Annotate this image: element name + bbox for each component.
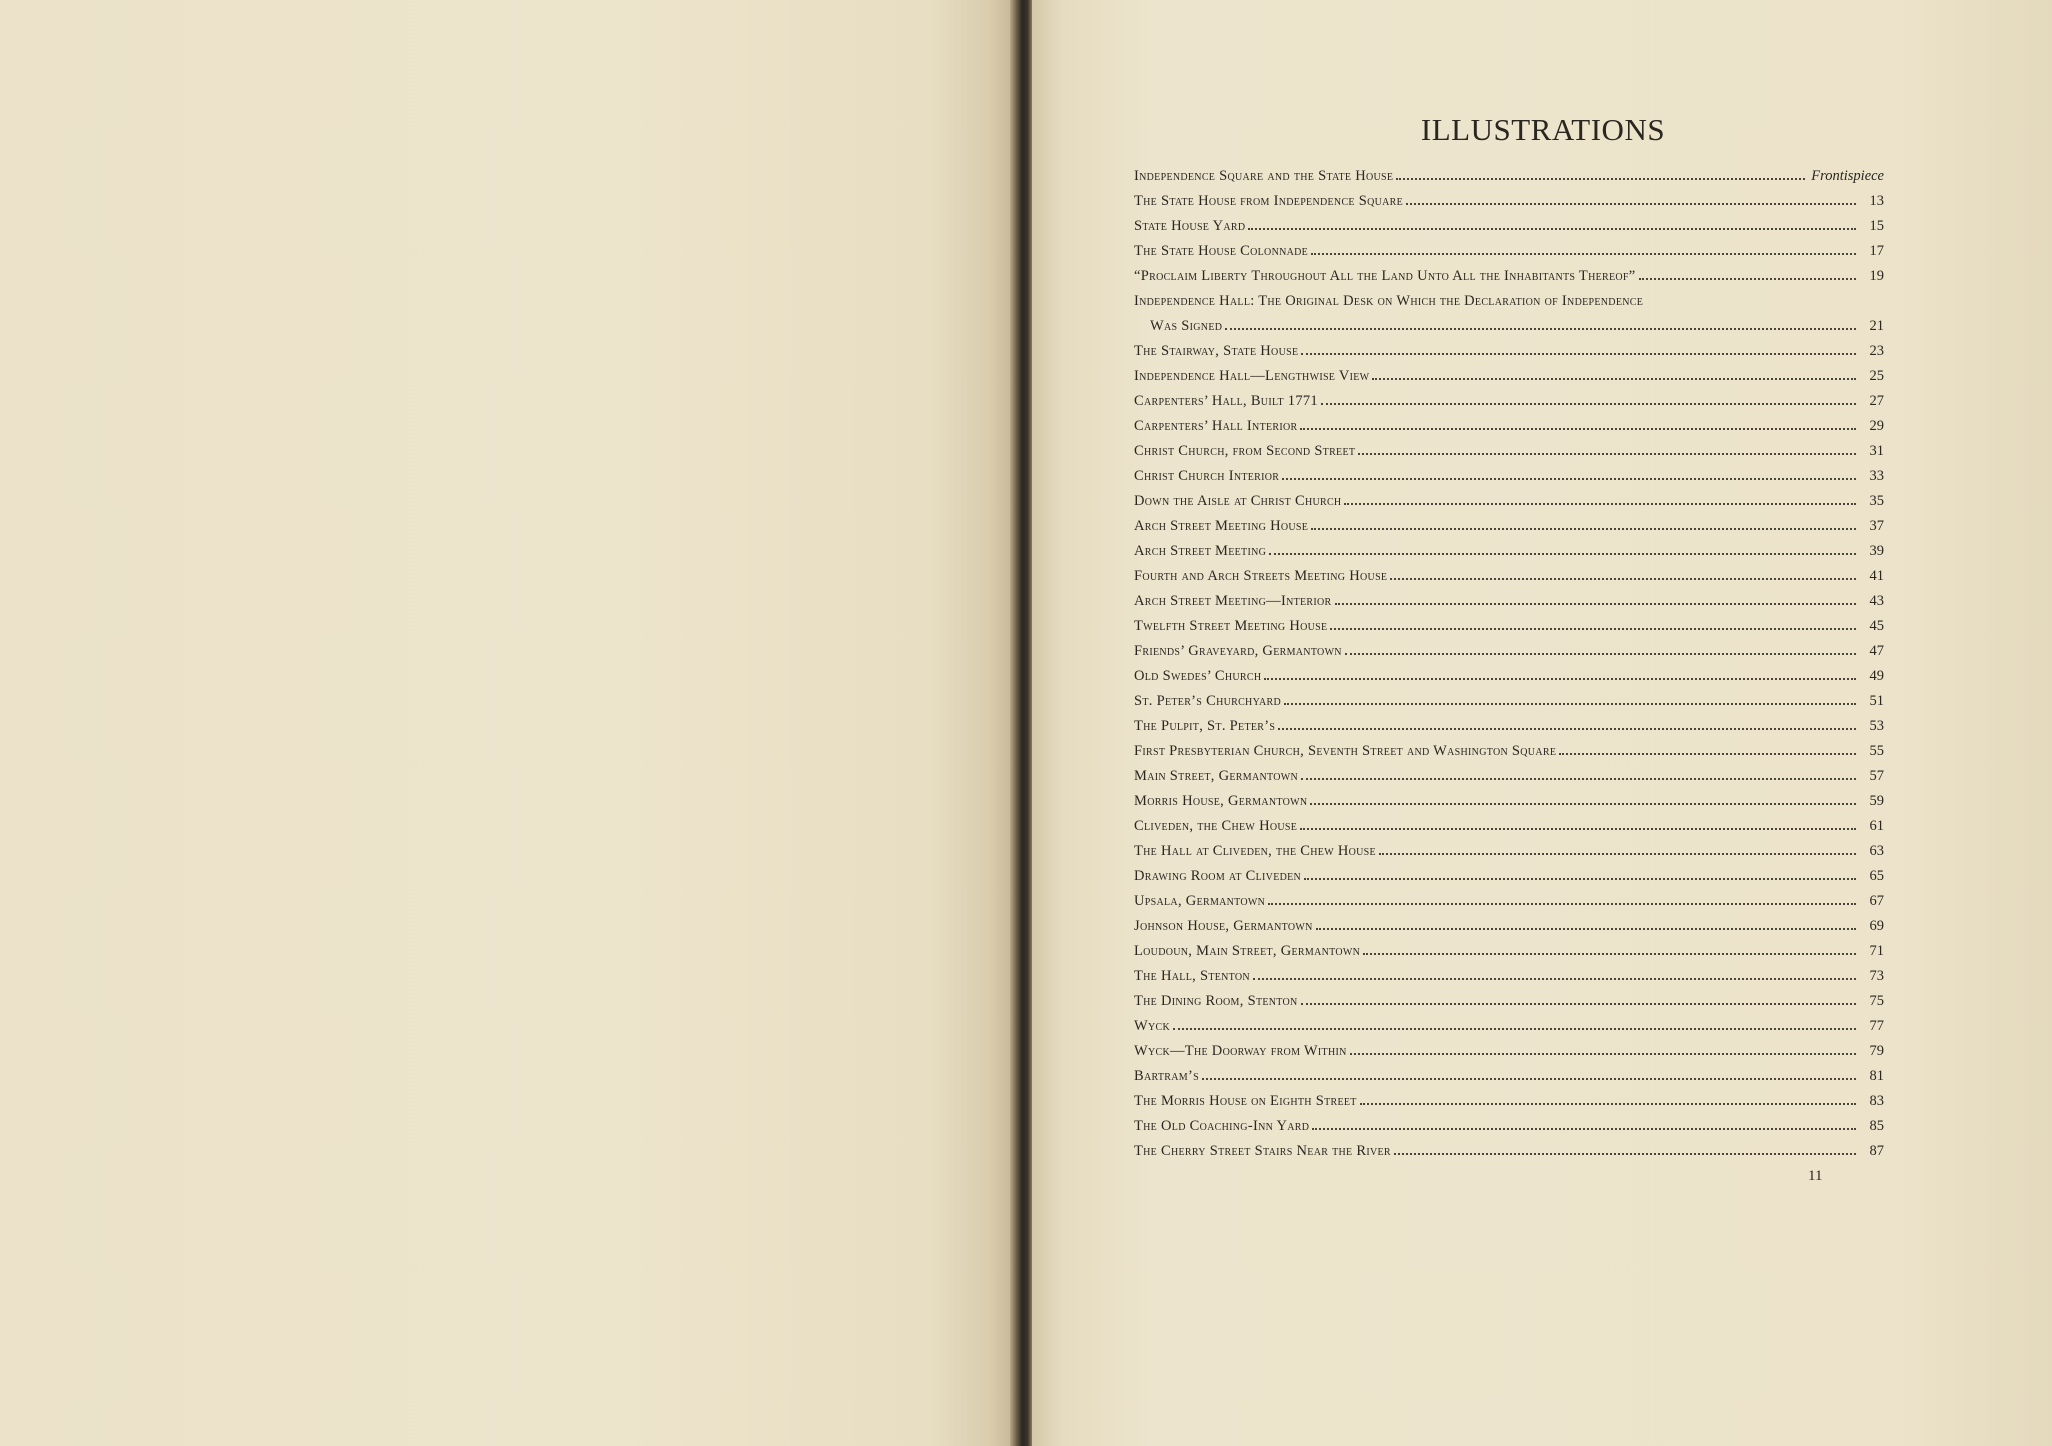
- toc-entry: [1134, 943, 1884, 968]
- toc-entry-page: 79: [1869, 1043, 1884, 1059]
- toc-entry-page: 51: [1869, 693, 1884, 709]
- toc-entry: [1134, 643, 1884, 668]
- toc-entry-title: The Dining Room, Stenton: [1134, 993, 1298, 1009]
- toc-entry: [1134, 393, 1884, 418]
- toc-entry-page: 55: [1869, 743, 1884, 759]
- toc-entry: [1134, 218, 1884, 243]
- toc-entry-title: Arch Street Meeting: [1134, 543, 1267, 559]
- toc-entry-title: Upsala, Germantown: [1134, 893, 1266, 909]
- toc-entry: [1134, 443, 1884, 468]
- toc-entry-page: 49: [1869, 668, 1884, 684]
- toc-entry-page: 59: [1869, 793, 1884, 809]
- page-title: ILLUSTRATIONS: [1420, 112, 1666, 147]
- leader-dots: [1360, 1103, 1856, 1105]
- toc-entry-title: The Hall, Stenton: [1134, 968, 1250, 984]
- toc-entry-page: 13: [1869, 193, 1884, 209]
- leader-dots: [1268, 903, 1856, 905]
- toc-entry-title: Twelfth Street Meeting House: [1134, 618, 1328, 634]
- toc-entry-page: 39: [1869, 543, 1884, 559]
- toc-entry: [1134, 1118, 1884, 1143]
- toc-entry-title: Independence Hall—Lengthwise View: [1134, 368, 1370, 384]
- toc-entry-title: The Pulpit, St. Peter’s: [1134, 718, 1276, 734]
- leader-dots: [1316, 928, 1856, 930]
- book-gutter: [1010, 0, 1032, 1446]
- toc-entry: [1134, 743, 1884, 768]
- toc-entry-title: Drawing Room at Cliveden: [1134, 868, 1302, 884]
- toc-entry-page: 87: [1869, 1143, 1884, 1159]
- toc-entry: [1134, 343, 1884, 368]
- toc-entry-title: The Morris House on Eighth Street: [1134, 1093, 1357, 1109]
- toc-entry-page: 57: [1869, 768, 1884, 784]
- toc-entry: [1134, 193, 1884, 218]
- toc-entry-title: Morris House, Germantown: [1134, 793, 1308, 809]
- toc-entry-title: First Presbyterian Church, Seventh Street and Washington Square: [1134, 743, 1557, 759]
- leader-dots: [1345, 653, 1856, 655]
- leader-dots: [1311, 253, 1856, 255]
- leader-dots: [1310, 803, 1856, 805]
- toc-entry-page: 37: [1869, 518, 1884, 534]
- toc-entry-title: The Hall at Cliveden, the Chew House: [1134, 843, 1376, 859]
- toc-entry-page: 41: [1869, 568, 1884, 584]
- leader-dots: [1248, 228, 1856, 230]
- toc-entry: [1134, 593, 1884, 618]
- leader-dots: [1301, 778, 1856, 780]
- toc-entry: [1134, 1018, 1884, 1043]
- toc-entry: [1134, 668, 1884, 693]
- leader-dots: [1225, 328, 1856, 330]
- toc-entry-title: State House Yard: [1134, 218, 1246, 234]
- toc-entry-page: 61: [1869, 818, 1884, 834]
- toc-entry-title: The Old Coaching-Inn Yard: [1134, 1118, 1310, 1134]
- toc-entry-page: 81: [1869, 1068, 1884, 1084]
- toc-entry-title: Bartram’s: [1134, 1068, 1199, 1084]
- toc-entry-page: 47: [1869, 643, 1884, 659]
- toc-entry-page: 19: [1869, 268, 1884, 284]
- toc-entry: [1134, 1143, 1884, 1168]
- toc-entry-title: Arch Street Meeting House: [1134, 518, 1309, 534]
- toc-entry-page: 33: [1869, 468, 1884, 484]
- leader-dots: [1335, 603, 1856, 605]
- toc-entry: [1134, 468, 1884, 493]
- leader-dots: [1264, 678, 1856, 680]
- leader-dots: [1278, 728, 1856, 730]
- toc-entry-title: Friends’ Graveyard, Germantown: [1134, 643, 1342, 659]
- toc-entry-title: The State House from Independence Square: [1134, 193, 1404, 209]
- toc-entry-title: Fourth and Arch Streets Meeting House: [1134, 568, 1388, 584]
- leader-dots: [1390, 578, 1856, 580]
- toc-entry-page: 63: [1869, 843, 1884, 859]
- toc-entry-title: Independence Hall: The Original Desk on Which the Declaration of Independence: [1134, 293, 1644, 309]
- toc-entry: [1134, 918, 1884, 943]
- leader-dots: [1379, 853, 1856, 855]
- toc-entry: [1134, 518, 1884, 543]
- toc-entry: [1134, 993, 1884, 1018]
- toc-entry-page: 77: [1869, 1018, 1884, 1034]
- toc-entry-title: Arch Street Meeting—Interior: [1134, 593, 1332, 609]
- toc-entry: [1134, 843, 1884, 868]
- toc-entry-page: 45: [1869, 618, 1884, 634]
- leader-dots: [1301, 1003, 1856, 1005]
- toc-entry: [1134, 568, 1884, 593]
- leader-dots: [1350, 1053, 1856, 1055]
- leader-dots: [1372, 378, 1856, 380]
- leader-dots: [1282, 478, 1856, 480]
- toc-entry-title: Wyck: [1134, 1018, 1170, 1034]
- leader-dots: [1330, 628, 1856, 630]
- toc-entry: [1134, 368, 1884, 393]
- toc-entry-title: The State House Colonnade: [1134, 243, 1309, 259]
- leader-dots: [1304, 878, 1856, 880]
- toc-entry-page: 65: [1869, 868, 1884, 884]
- leader-dots: [1363, 953, 1856, 955]
- toc-entry-title: Cliveden, the Chew House: [1134, 818, 1298, 834]
- leader-dots: [1559, 753, 1856, 755]
- toc-entry-title: Carpenters’ Hall, Built 1771: [1134, 393, 1318, 409]
- toc-entry-title: Christ Church, from Second Street: [1134, 443, 1356, 459]
- toc-entry: [1134, 1068, 1884, 1093]
- toc-entry-page: 25: [1869, 368, 1884, 384]
- leader-dots: [1406, 203, 1856, 205]
- leader-dots: [1394, 1153, 1856, 1155]
- toc-entry: [1134, 418, 1884, 443]
- toc-entry-page: 21: [1869, 318, 1884, 334]
- toc-entry-title: Down the Aisle at Christ Church: [1134, 493, 1342, 509]
- toc-entry: [1134, 793, 1884, 818]
- toc-entry-title: The Cherry Street Stairs Near the River: [1134, 1143, 1391, 1159]
- toc-entry-page: 27: [1869, 393, 1884, 409]
- toc-entry-page: 73: [1869, 968, 1884, 984]
- toc-entry-page: 67: [1869, 893, 1884, 909]
- toc-entry: [1134, 293, 1884, 343]
- illustrations-list: [1134, 168, 1884, 1168]
- leader-dots: [1321, 403, 1856, 405]
- leader-dots: [1312, 1128, 1856, 1130]
- toc-entry-page: 23: [1869, 343, 1884, 359]
- toc-entry-page: 15: [1869, 218, 1884, 234]
- toc-entry-title: Christ Church Interior: [1134, 468, 1280, 484]
- toc-entry-title: The Stairway, State House: [1134, 343, 1299, 359]
- toc-entry-page: 75: [1869, 993, 1884, 1009]
- toc-entry-title: Main Street, Germantown: [1134, 768, 1299, 784]
- toc-entry-page: 43: [1869, 593, 1884, 609]
- toc-entry-title-continued: Was Signed: [1150, 318, 1223, 334]
- toc-entry-page: 53: [1869, 718, 1884, 734]
- toc-entry: [1134, 168, 1884, 193]
- toc-entry: [1134, 1043, 1884, 1068]
- toc-entry-title: Old Swedes’ Church: [1134, 668, 1262, 684]
- toc-entry-page: 69: [1869, 918, 1884, 934]
- toc-entry-title: Loudoun, Main Street, Germantown: [1134, 943, 1361, 959]
- leader-dots: [1269, 553, 1856, 555]
- toc-entry: [1134, 768, 1884, 793]
- leader-dots: [1358, 453, 1856, 455]
- toc-entry: [1134, 718, 1884, 743]
- leader-dots: [1253, 978, 1856, 980]
- leader-dots: [1173, 1028, 1856, 1030]
- leader-dots: [1300, 428, 1856, 430]
- leader-dots: [1396, 178, 1805, 180]
- toc-entry: [1134, 818, 1884, 843]
- leader-dots: [1311, 528, 1856, 530]
- leader-dots: [1639, 278, 1856, 280]
- leader-dots: [1300, 828, 1856, 830]
- toc-entry: [1134, 493, 1884, 518]
- toc-entry: [1134, 693, 1884, 718]
- left-page-blank: [0, 0, 1010, 1446]
- leader-dots: [1284, 703, 1856, 705]
- leader-dots: [1301, 353, 1856, 355]
- toc-entry-page: 83: [1869, 1093, 1884, 1109]
- toc-entry-title: St. Peter’s Churchyard: [1134, 693, 1281, 709]
- toc-entry-page: 35: [1869, 493, 1884, 509]
- toc-entry-page: 29: [1869, 418, 1884, 434]
- toc-entry: [1134, 868, 1884, 893]
- leader-dots: [1202, 1078, 1856, 1080]
- toc-entry-page: 17: [1869, 243, 1884, 259]
- toc-entry: [1134, 543, 1884, 568]
- toc-entry: [1134, 893, 1884, 918]
- toc-entry-title: Carpenters’ Hall Interior: [1134, 418, 1298, 434]
- toc-entry-title: Wyck—The Doorway from Within: [1134, 1043, 1347, 1059]
- toc-entry-title: Independence Square and the State House: [1134, 168, 1394, 184]
- toc-entry: [1134, 618, 1884, 643]
- toc-entry: [1134, 243, 1884, 268]
- toc-entry-page: Frontispiece: [1811, 168, 1884, 184]
- toc-entry: [1134, 968, 1884, 993]
- toc-entry: [1134, 268, 1884, 293]
- toc-entry-page: 71: [1869, 943, 1884, 959]
- toc-entry-page: 31: [1869, 443, 1884, 459]
- toc-entry-title: “Proclaim Liberty Throughout All the Land Unto All the Inhabitants Thereof”: [1134, 268, 1636, 284]
- page-number: 11: [1808, 1168, 1823, 1184]
- leader-dots: [1344, 503, 1856, 505]
- toc-entry-title: Johnson House, Germantown: [1134, 918, 1313, 934]
- toc-entry-page: 85: [1869, 1118, 1884, 1134]
- toc-entry: [1134, 1093, 1884, 1118]
